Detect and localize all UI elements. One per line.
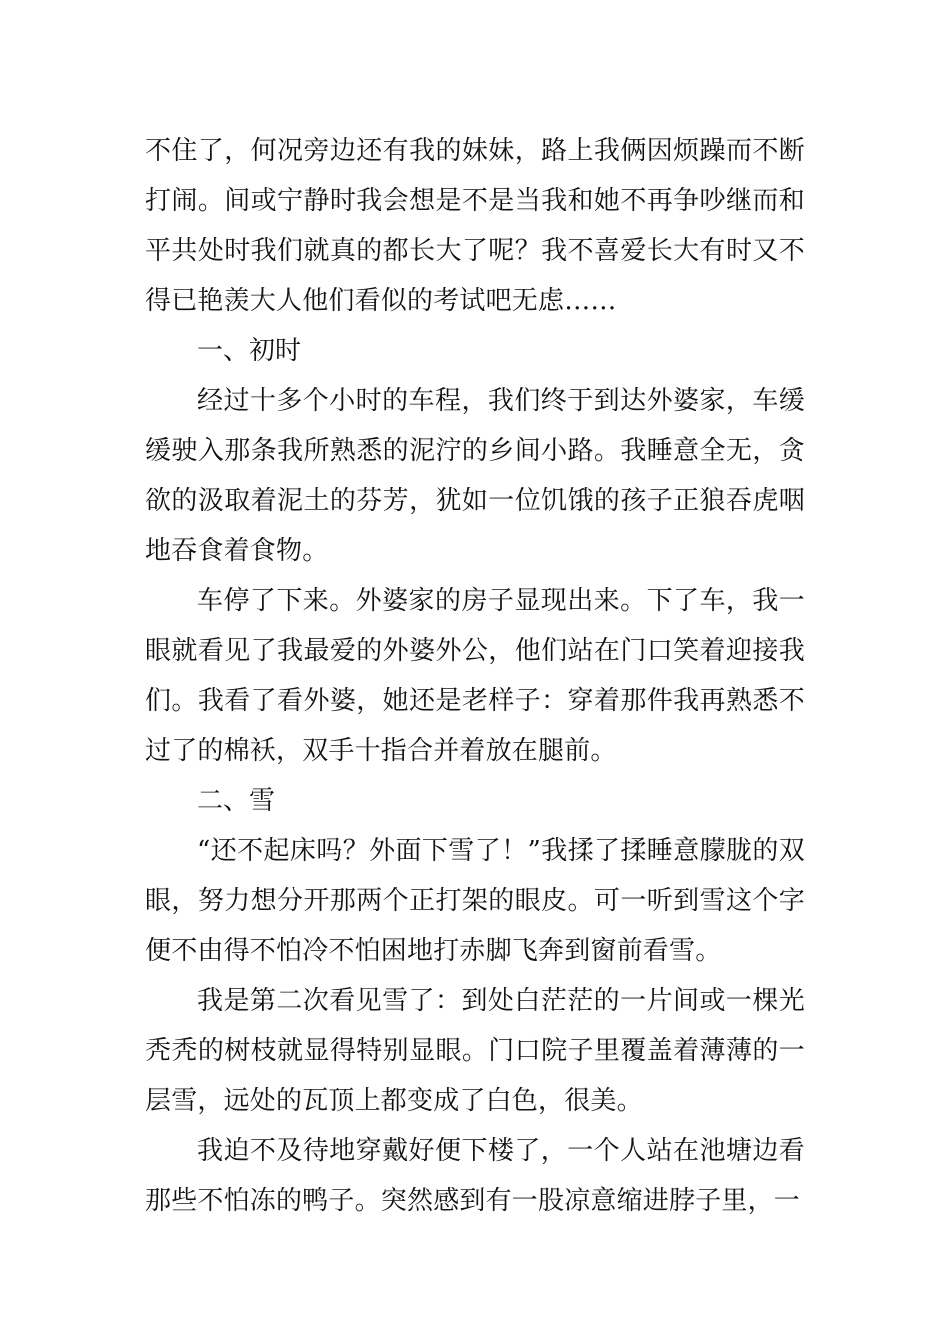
section-heading-2: 二、雪	[197, 786, 276, 816]
paragraph-wake-up: “还不起床吗？外面下雪了！”我揉了揉睡意朦胧的双眼，努力想分开那两个正打架的眼皮。可一听到雪这个字便不由得不怕冷不怕困地打赤脚飞奔到窗前看雪。	[145, 836, 805, 966]
paragraph-arrival: 经过十多个小时的车程，我们终于到达外婆家，车缓缓驶入那条我所熟悉的泥泞的乡间小路。我睡意全无，贪欲的汲取着泥土的芬芳，犹如一位饥饿的孩子正狼吞虎咽地吞食着食物。	[145, 386, 805, 566]
paragraph-snow-view: 我是第二次看见雪了：到处白茫茫的一片间或一棵光秃秃的树枝就显得特别显眼。门口院子里覆盖着薄薄的一层雪，远处的瓦顶上都变成了白色，很美。	[145, 986, 805, 1116]
paragraph-grandparents: 车停了下来。外婆家的房子显现出来。下了车，我一眼就看见了我最爱的外婆外公，他们站在门口笑着迎接我们。我看了看外婆，她还是老样子：穿着那件我再熟悉不过了的棉袄，双手十指合并着放在腿前。	[145, 586, 805, 766]
section-heading-1: 一、初时	[197, 336, 302, 366]
paragraph-pond: 我迫不及待地穿戴好便下楼了，一个人站在池塘边看那些不怕冻的鸭子。突然感到有一股凉意缩进脖子里，一	[145, 1136, 805, 1216]
document-page	[145, 126, 805, 1226]
paragraph-continued: 不住了，何况旁边还有我的妹妹，路上我俩因烦躁而不断打闹。间或宁静时我会想是不是当我和她不再争吵继而和平共处时我们就真的都长大了呢？我不喜爱长大有时又不得已艳羡大人他们看似的考试吧无虑……	[145, 136, 805, 316]
